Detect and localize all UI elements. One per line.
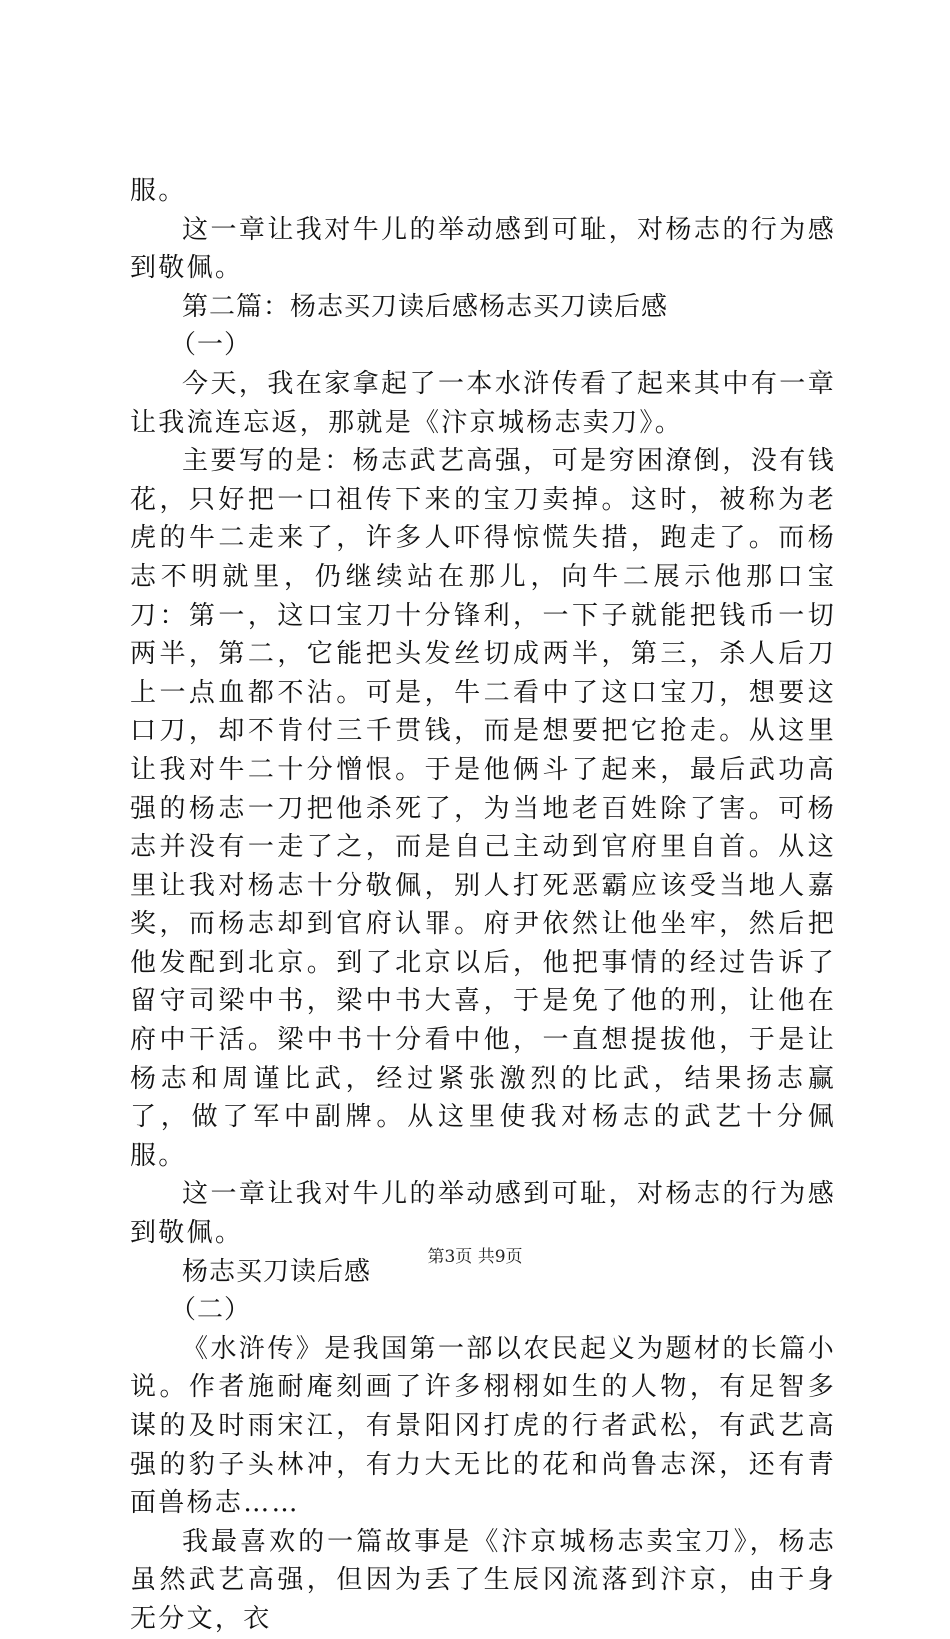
document-body bbox=[130, 172, 836, 1639]
paragraph-continued: 服。 bbox=[130, 176, 187, 206]
paragraph: 这一章让我对牛儿的举动感到可耻，对杨志的行为感到敬佩。 bbox=[130, 214, 836, 284]
paragraph: 这一章让我对牛儿的举动感到可耻，对杨志的行为感到敬佩。 bbox=[130, 1179, 836, 1249]
paragraph: 《水浒传》是我国第一部以农民起义为题材的长篇小说。作者施耐庵刻画了许多栩栩如生的人物，有足智多谋的及时雨宋江，有景阳冈打虎的行者武松，有武艺高强的豹子头林冲，有力大无比的花和尚鲁志深，还有青面兽杨志…… bbox=[130, 1333, 836, 1519]
page-footer bbox=[0, 1242, 950, 1267]
paragraph: 我最喜欢的一篇故事是《汴京城杨志卖宝刀》，杨志虽然武艺高强，但因为丢了生辰冈流落到汴京，由于身无分文，衣 bbox=[130, 1526, 836, 1634]
section-number: （一） bbox=[170, 330, 252, 361]
paragraph: 今天，我在家拿起了一本水浒传看了起来其中有一章让我流连忘返，那就是《汴京城杨志卖刀》。 bbox=[130, 368, 836, 438]
paragraph: 主要写的是：杨志武艺高强，可是穷困潦倒，没有钱花，只好把一口祖传下来的宝刀卖掉。这时，被称为老虎的牛二走来了，许多人吓得惊慌失措，跑走了。而杨志不明就里，仍继续站在那儿，向牛二展示他那口宝刀：第一，这口宝刀十分锋利，一下子就能把钱币一切两半，第二，它能把头发丝切成两半，第三，杀人后刀上一点血都不沾。可是，牛二看中了这口宝刀，想要这口刀，却不肯付三千贯钱，而是想要把它抢走。从这里让我对牛二十分憎恨。于是他俩斗了起来，最后武功高强的杨志一刀把他杀死了，为当地老百姓除了害。可杨志并没有一走了之，而是自己主动到官府里自首。从这里让我对杨志十分敬佩，别人打死恶霸应该受当地人嘉奖，而杨志却到官府认罪。府尹依然让他坐牢，然后把他发配到北京。到了北京以后，他把事情的经过告诉了留守司梁中书，梁中书大喜，于是免了他的刑，让他在府中干活。梁中书十分看中他，一直想提拔他，于是让杨志和周谨比武，经过紧张激烈的比武，结果扬志赢了，做了军中副牌。从这里使我对杨志的武艺十分佩服。 bbox=[130, 446, 836, 1171]
page-number-label: 第3页 共9页 bbox=[427, 1247, 523, 1267]
section-heading: 杨志买刀读后感 bbox=[182, 1256, 372, 1287]
section-heading: 第二篇：杨志买刀读后感杨志买刀读后感 bbox=[182, 291, 669, 322]
section-number: （二） bbox=[170, 1295, 252, 1326]
